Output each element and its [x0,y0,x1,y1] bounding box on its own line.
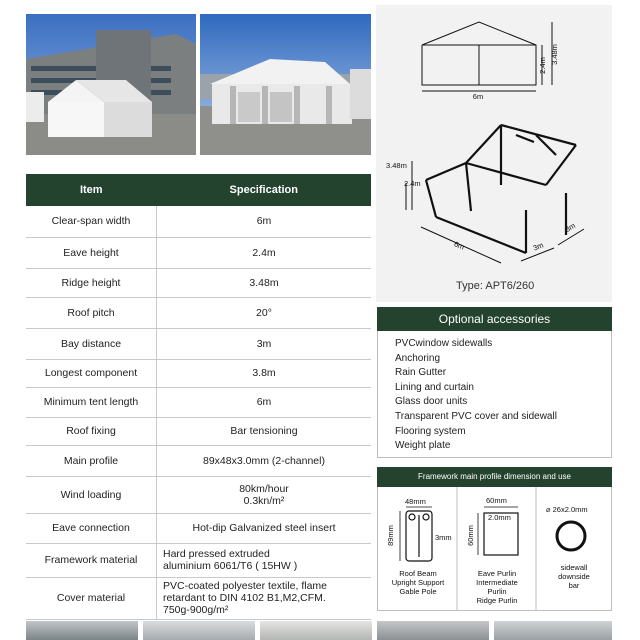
bottom-photo-4 [377,621,489,640]
p2-use-line: Eave Purlin [477,569,517,578]
p3-dim: ⌀ 26x2.0mm [546,505,588,514]
bottom-photo-1 [26,621,138,640]
row-spec [157,543,372,577]
table-row [26,268,371,297]
header-item: Item [26,174,157,206]
p1-use-line: Roof Beam [399,569,437,578]
row-item: Clear-span width [26,206,157,237]
list-item: Glass door units [395,396,468,408]
photo-building-tent [26,14,196,155]
row-spec: 3m [157,328,372,359]
header-spec: Specification [157,174,372,206]
row-spec: 2.4m [157,237,372,268]
p1-use-line: Upright Support [391,578,445,587]
row-spec: Hot-dip Galvanized steel insert [157,513,372,543]
row-item: Minimum tent length [26,387,157,417]
framework-title: Framework main profile dimension and use [377,467,612,487]
table-row [26,577,371,619]
row-spec: 3.8m [157,359,372,387]
list-item: Weight plate [395,440,451,452]
row-item: Wind loading [26,476,157,513]
table-row [26,297,371,328]
p3-use-line: bar [568,581,580,590]
p1-width: 48mm [405,497,426,506]
accessories-title: Optional accessories [377,307,612,331]
row-item: Bay distance [26,328,157,359]
p2-height: 60mm [465,525,475,546]
spec-line: PVC-coated polyester textile, flame [163,580,327,592]
table-row [26,417,371,445]
list-item: Anchoring [395,352,441,364]
table-row [26,237,371,268]
front-eave-label: 2.4m [537,57,547,74]
tent-drawing-panel [376,5,612,302]
p3-use [537,563,611,590]
p2-use [458,569,536,605]
spec-table-header [26,174,371,206]
row-spec: 6m [157,206,372,237]
iso-bay1-label: 3m [531,240,545,253]
table-row [26,513,371,543]
iso-bay2-label: 3m [563,220,577,235]
p2-inner: 2.0mm [488,513,511,522]
spec-line: 750g-900g/m² [163,604,229,616]
spec-line: Hard pressed extruded [163,548,270,560]
row-item: Eave height [26,237,157,268]
photo-open-tent [200,14,371,155]
table-row [26,445,371,476]
row-spec: 3.48m [157,268,372,297]
row-item: Longest component [26,359,157,387]
p2-use-line: Ridge Purlin [476,596,518,605]
iso-ridge-label: 3.48m [386,161,407,170]
row-spec: 20° [157,297,372,328]
p2-width: 60mm [486,496,507,505]
list-item: Lining and curtain [395,381,474,393]
row-spec [157,577,372,619]
row-spec: 89x48x3.0mm (2-channel) [157,445,372,476]
table-row [26,206,371,237]
accessories-panel [377,331,612,458]
bottom-photo-2 [143,621,255,640]
row-item: Roof pitch [26,297,157,328]
list-item: Transparent PVC cover and sidewall [395,410,557,422]
accessories-list [378,331,611,454]
spec-line: retardant to DIN 4102 B1,M2,CFM. [163,592,326,604]
table-row [26,359,371,387]
table-row [26,328,371,359]
spec-line: aluminium 6061/T6 ( 15HW ) [163,560,298,572]
p2-use-line: Intermediate [476,578,518,587]
spec-table [26,174,371,620]
row-item: Framework material [26,543,157,577]
row-item: Roof fixing [26,417,157,445]
table-row [26,476,371,513]
bottom-photo-5 [494,621,612,640]
tent-type-label: Type: APT6/260 [456,280,535,292]
iso-eave-label: 2.4m [404,179,421,188]
p3-use-line: sidewall [560,563,588,572]
row-item: Main profile [26,445,157,476]
table-row [26,387,371,417]
spec-line: 80km/hour [239,482,289,495]
row-spec: Bar tensioning [157,417,372,445]
iso-width-label: 6m [452,239,466,252]
p1-height: 89mm [385,525,395,546]
table-row [26,543,371,577]
list-item: Flooring system [395,425,466,437]
p1-use-line: Gable Pole [399,587,437,596]
bottom-photo-3 [260,621,372,640]
framework-panel [377,487,612,611]
list-item: PVCwindow sidewalls [395,338,493,349]
list-item: Rain Gutter [395,367,447,379]
p1-use [380,569,456,596]
row-item: Eave connection [26,513,157,543]
spec-line: 0.3kn/m² [243,494,285,507]
row-item: Cover material [26,577,157,619]
p2-use-line: Purlin [487,587,507,596]
row-spec: 6m [157,387,372,417]
front-width-label: 6m [472,92,484,101]
row-spec [157,476,372,513]
p3-use-line: downside [558,572,590,581]
front-ridge-label: 3.48m [549,44,559,65]
p1-thickness: 3mm [435,533,452,542]
row-item: Ridge height [26,268,157,297]
